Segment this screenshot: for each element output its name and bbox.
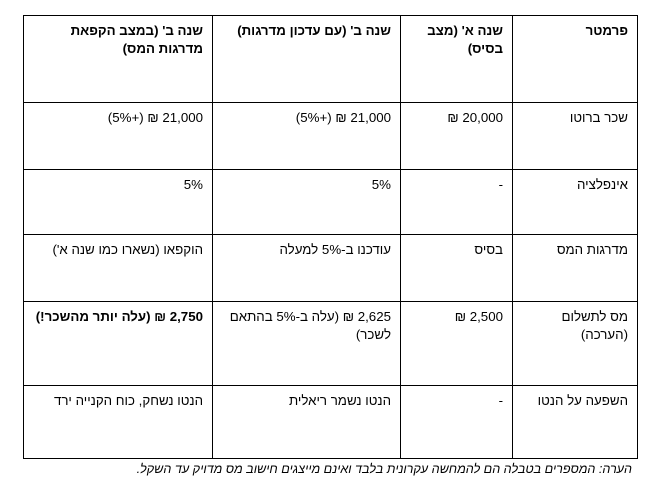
row-param-inflation: אינפלציה	[513, 170, 638, 235]
cell-frozen: 5%	[24, 170, 213, 235]
cell-base: -	[401, 170, 513, 235]
cell-updated: 21,000 ₪ (+5%)	[213, 103, 401, 170]
row-param-gross-salary: שכר ברוטו	[513, 103, 638, 170]
cell-frozen: הוקפאו (נשארו כמו שנה א')	[24, 235, 213, 302]
cell-updated: 2,625 ₪ (עלה ב-5% בהתאם לשכר)	[213, 302, 401, 386]
table-row	[24, 235, 638, 302]
cell-base: -	[401, 386, 513, 459]
table-row	[24, 103, 638, 170]
cell-base: בסיס	[401, 235, 513, 302]
cell-updated: הנטו נשמר ריאלית	[213, 386, 401, 459]
cell-frozen: 21,000 ₪ (+5%)	[24, 103, 213, 170]
cell-base: 20,000 ₪	[401, 103, 513, 170]
header-parameter: פרמטר	[513, 16, 638, 103]
footnote: הערה: המספרים בטבלה הם להמחשה עקרונית בלבד ואינם מייצגים חישוב מס מדויק עד השקל.	[136, 462, 632, 476]
comparison-table	[23, 15, 638, 459]
table-row	[24, 302, 638, 386]
cell-frozen	[24, 302, 213, 386]
header-year-b-frozen: שנה ב' (במצב הקפאת מדרגות המס)	[24, 16, 213, 103]
cell-updated: 5%	[213, 170, 401, 235]
row-param-tax-due: מס לתשלום (הערכה)	[513, 302, 638, 386]
frozen-tax-remark: (עלה יותר מהשכר!)	[35, 309, 151, 324]
frozen-tax-value: 2,750 ₪	[154, 309, 203, 324]
row-param-net-impact: השפעה על הנטו	[513, 386, 638, 459]
header-year-b-updated: שנה ב' (עם עדכון מדרגות)	[213, 16, 401, 103]
cell-frozen: הנטו נשחק, כוח הקנייה ירד	[24, 386, 213, 459]
header-year-a: שנה א' (מצב בסיס)	[401, 16, 513, 103]
cell-base: 2,500 ₪	[401, 302, 513, 386]
table-header-row	[24, 16, 638, 103]
table-row	[24, 170, 638, 235]
row-param-tax-brackets: מדרגות המס	[513, 235, 638, 302]
cell-updated: עודכנו ב-5% למעלה	[213, 235, 401, 302]
table-row	[24, 386, 638, 459]
